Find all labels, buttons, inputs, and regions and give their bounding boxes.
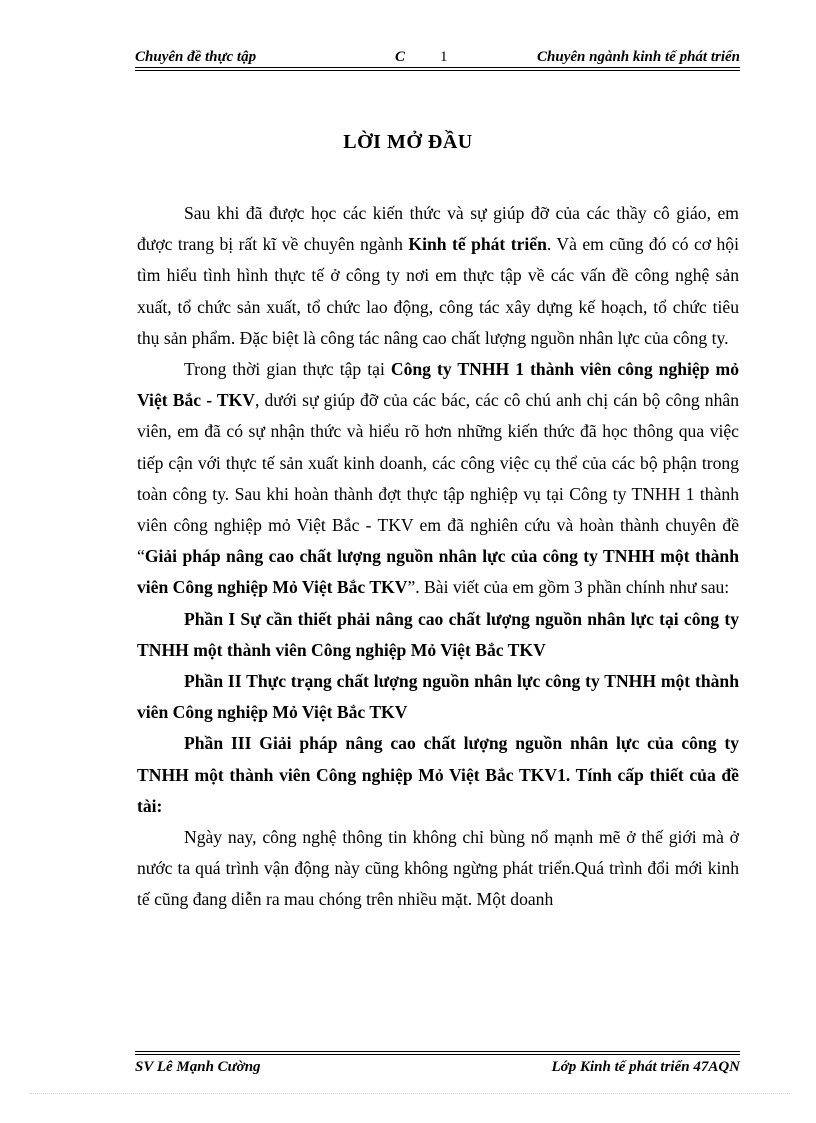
- intro-paragraph-3: Ngày nay, công nghệ thông tin không chỉ bùng nổ mạnh mẽ ở thế giới mà ở nước ta quá trình vận động này cũng không ngừng phát triển.Quá trình đổi mới kinh tế cũng đang diễn ra mau chóng trên nhiều mặt. Một doanh: [137, 827, 739, 910]
- header-right-text: Chuyên ngành kinh tế phát triển: [537, 49, 740, 65]
- page-title: LỜI MỞ ĐẦU: [343, 131, 473, 153]
- page-footer: [135, 1057, 740, 1077]
- major-name: Kinh tế phát triển: [408, 234, 547, 255]
- footer-rule: [135, 1054, 740, 1055]
- page-header: [135, 47, 740, 67]
- page-number: 1: [440, 49, 448, 65]
- company-name: Công ty TNHH 1 thành viên công nghiệp mỏ Việt Bắc - TKV: [137, 359, 740, 411]
- header-left-text: Chuyên đề thực tập: [135, 49, 257, 65]
- header-rule-thin: [135, 70, 740, 71]
- part-1-heading: Phần I Sự cần thiết phải nâng cao chất lượng nguồn nhân lực tại công ty TNHH một thành viên Công nghiệp Mỏ Việt Bắc TKV: [137, 608, 739, 660]
- part-2-heading: Phần II Thực trạng chất lượng nguồn nhân lực công ty TNHH một thành viên Công nghiệp Mỏ Việt Bắc TKV: [137, 671, 739, 723]
- header-rule: [135, 67, 740, 68]
- header-center-letter: C: [395, 49, 406, 65]
- page-bottom-divider: [30, 1093, 790, 1094]
- intro-paragraph-2: Trong thời gian thực tập tại Công ty TNHH 1 thành viên công nghiệp mỏ Việt Bắc - TKV, dưới sự giúp đỡ của các bác, các cô chú anh chị cán bộ công nhân viên, em đã có sự nhận thức và hiểu rõ hơn những kiến thức đã học thông qua việc tiếp cận với thực tế sản xuất kinh doanh, các công việc cụ thể của các bộ phận trong toàn công ty. Sau khi hoàn thành đợt thực tập nghiệp vụ tại Công ty TNHH 1 thành viên công nghiệp mỏ Việt Bắc - TKV em đã nghiên cứu và hoàn thành chuyên đề “Giải pháp nâng cao chất lượng nguồn nhân lực của công ty TNHH một thành viên Công nghiệp Mỏ Việt Bắc TKV”. Bài viết của em gồm 3 phần chính như sau:: [137, 359, 740, 598]
- document-body: [137, 198, 739, 916]
- thesis-title: Giải pháp nâng cao chất lượng nguồn nhân lực của công ty TNHH một thành viên Công nghiệp Mỏ Việt Bắc TKV: [137, 546, 739, 598]
- footer-rule-thin: [135, 1051, 740, 1052]
- footer-student-name: SV Lê Mạnh Cường: [135, 1059, 261, 1075]
- intro-paragraph-1: Sau khi đã được học các kiến thức và sự giúp đỡ của các thầy cô giáo, em được trang bị rất kĩ về chuyên ngành Kinh tế phát triển. Và em cũng đó có cơ hội tìm hiểu tình hình thực tế ở công ty nơi em thực tập về các vấn đề công nghệ sản xuất, tổ chức sản xuất, tổ chức lao động, công tác xây dựng kế hoạch, tổ chức tiêu thụ sản phẩm. Đặc biệt là công tác nâng cao chất lượng nguồn nhân lực của công ty.: [137, 203, 739, 348]
- part-3-heading: Phần III Giải pháp nâng cao chất lượng nguồn nhân lực của công ty TNHH một thành viên Công nghiệp Mỏ Việt Bắc TKV1. Tính cấp thiết của đề tài:: [137, 733, 739, 816]
- footer-class-name: Lớp Kinh tế phát triển 47AQN: [551, 1059, 740, 1075]
